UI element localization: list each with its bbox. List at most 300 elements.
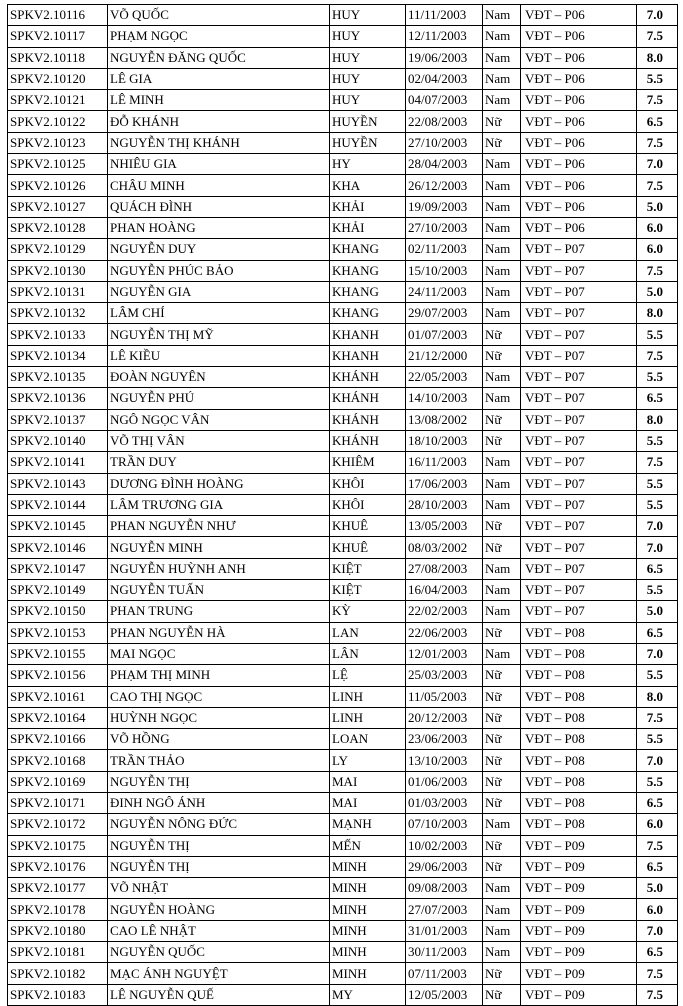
surname-cell: PHAN HOÀNG — [108, 217, 330, 238]
birth-date-cell: 18/10/2003 — [406, 430, 483, 451]
surname-cell: PHẠM THỊ MINH — [108, 665, 330, 686]
score-cell: 5.0 — [637, 196, 678, 217]
gender-cell: Nữ — [483, 963, 521, 984]
birth-date-cell: 28/04/2003 — [406, 154, 483, 175]
student-id-cell: SPKV2.10143 — [8, 473, 108, 494]
score-cell: 5.5 — [637, 430, 678, 451]
gender-cell: Nam — [483, 175, 521, 196]
surname-cell: LÊ NGUYỄN QUẾ — [108, 984, 330, 1005]
class-cell: VĐT – P07 — [521, 516, 637, 537]
student-id-cell: SPKV2.10121 — [8, 90, 108, 111]
surname-cell: NGUYỄN QUỐC — [108, 942, 330, 963]
surname-cell: DƯƠNG ĐÌNH HOÀNG — [108, 473, 330, 494]
score-cell: 6.5 — [637, 622, 678, 643]
given-name-cell: KHÁNH — [330, 388, 406, 409]
score-cell: 7.5 — [637, 90, 678, 111]
given-name-cell: MINH — [330, 856, 406, 877]
student-id-cell: SPKV2.10122 — [8, 111, 108, 132]
given-name-cell: LOAN — [330, 729, 406, 750]
class-cell: VĐT – P07 — [521, 388, 637, 409]
score-cell: 7.5 — [637, 260, 678, 281]
birth-date-cell: 13/10/2003 — [406, 750, 483, 771]
surname-cell: NGUYỄN THỊ KHÁNH — [108, 132, 330, 153]
gender-cell: Nam — [483, 5, 521, 26]
class-cell: VĐT – P07 — [521, 345, 637, 366]
given-name-cell: HUY — [330, 26, 406, 47]
student-score-table — [7, 4, 678, 1006]
student-id-cell: SPKV2.10181 — [8, 942, 108, 963]
given-name-cell: LÂN — [330, 643, 406, 664]
class-cell: VĐT – P06 — [521, 68, 637, 89]
student-id-cell: SPKV2.10146 — [8, 537, 108, 558]
given-name-cell: LAN — [330, 622, 406, 643]
gender-cell: Nữ — [483, 537, 521, 558]
table-row — [8, 942, 678, 963]
surname-cell: NGUYỄN THỊ MỸ — [108, 324, 330, 345]
class-cell: VĐT – P08 — [521, 792, 637, 813]
score-cell: 5.5 — [637, 473, 678, 494]
class-cell: VĐT – P07 — [521, 260, 637, 281]
gender-cell: Nam — [483, 26, 521, 47]
birth-date-cell: 09/08/2003 — [406, 878, 483, 899]
student-id-cell: SPKV2.10164 — [8, 707, 108, 728]
student-id-cell: SPKV2.10137 — [8, 409, 108, 430]
gender-cell: Nam — [483, 580, 521, 601]
gender-cell: Nữ — [483, 686, 521, 707]
class-cell: VĐT – P07 — [521, 239, 637, 260]
student-id-cell: SPKV2.10136 — [8, 388, 108, 409]
score-cell: 5.5 — [637, 665, 678, 686]
student-id-cell: SPKV2.10128 — [8, 217, 108, 238]
table-row — [8, 622, 678, 643]
score-cell: 7.0 — [637, 516, 678, 537]
class-cell: VĐT – P09 — [521, 899, 637, 920]
surname-cell: NGUYỄN THỊ — [108, 771, 330, 792]
given-name-cell: KHÔI — [330, 473, 406, 494]
table-row — [8, 516, 678, 537]
class-cell: VĐT – P09 — [521, 835, 637, 856]
student-id-cell: SPKV2.10141 — [8, 452, 108, 473]
surname-cell: VÕ THỊ VÂN — [108, 430, 330, 451]
score-cell: 7.5 — [637, 132, 678, 153]
table-row — [8, 984, 678, 1005]
class-cell: VĐT – P06 — [521, 47, 637, 68]
score-cell: 7.5 — [637, 175, 678, 196]
table-row — [8, 920, 678, 941]
gender-cell: Nam — [483, 942, 521, 963]
score-cell: 6.5 — [637, 942, 678, 963]
given-name-cell: KHA — [330, 175, 406, 196]
gender-cell: Nam — [483, 154, 521, 175]
gender-cell: Nam — [483, 90, 521, 111]
birth-date-cell: 14/10/2003 — [406, 388, 483, 409]
given-name-cell: MINH — [330, 963, 406, 984]
class-cell: VĐT – P09 — [521, 942, 637, 963]
student-id-cell: SPKV2.10147 — [8, 558, 108, 579]
birth-date-cell: 19/09/2003 — [406, 196, 483, 217]
gender-cell: Nam — [483, 281, 521, 302]
score-cell: 5.5 — [637, 494, 678, 515]
class-cell: VĐT – P06 — [521, 111, 637, 132]
score-cell: 5.0 — [637, 601, 678, 622]
class-cell: VĐT – P06 — [521, 132, 637, 153]
gender-cell: Nam — [483, 558, 521, 579]
given-name-cell: KHUÊ — [330, 516, 406, 537]
surname-cell: QUÁCH ĐÌNH — [108, 196, 330, 217]
birth-date-cell: 20/12/2003 — [406, 707, 483, 728]
student-id-cell: SPKV2.10176 — [8, 856, 108, 877]
given-name-cell: MINH — [330, 878, 406, 899]
table-row — [8, 665, 678, 686]
birth-date-cell: 17/06/2003 — [406, 473, 483, 494]
surname-cell: ĐINH NGÔ ÁNH — [108, 792, 330, 813]
surname-cell: LÊ KIỀU — [108, 345, 330, 366]
given-name-cell: KHẢI — [330, 217, 406, 238]
birth-date-cell: 27/08/2003 — [406, 558, 483, 579]
score-cell: 6.5 — [637, 558, 678, 579]
gender-cell: Nam — [483, 47, 521, 68]
student-id-cell: SPKV2.10130 — [8, 260, 108, 281]
surname-cell: CAO THỊ NGỌC — [108, 686, 330, 707]
class-cell: VĐT – P06 — [521, 5, 637, 26]
score-cell: 6.5 — [637, 792, 678, 813]
birth-date-cell: 07/10/2003 — [406, 814, 483, 835]
birth-date-cell: 04/07/2003 — [406, 90, 483, 111]
score-cell: 7.0 — [637, 5, 678, 26]
class-cell: VĐT – P07 — [521, 537, 637, 558]
surname-cell: NGUYỄN TUẤN — [108, 580, 330, 601]
table-row — [8, 367, 678, 388]
score-cell: 5.5 — [637, 367, 678, 388]
gender-cell: Nữ — [483, 984, 521, 1005]
student-id-cell: SPKV2.10127 — [8, 196, 108, 217]
table-row — [8, 686, 678, 707]
score-cell: 5.5 — [637, 324, 678, 345]
birth-date-cell: 23/06/2003 — [406, 729, 483, 750]
birth-date-cell: 11/05/2003 — [406, 686, 483, 707]
surname-cell: NGUYỄN DUY — [108, 239, 330, 260]
birth-date-cell: 29/06/2003 — [406, 856, 483, 877]
birth-date-cell: 22/06/2003 — [406, 622, 483, 643]
table-row — [8, 324, 678, 345]
birth-date-cell: 12/05/2003 — [406, 984, 483, 1005]
surname-cell: HUỲNH NGỌC — [108, 707, 330, 728]
birth-date-cell: 22/02/2003 — [406, 601, 483, 622]
student-id-cell: SPKV2.10150 — [8, 601, 108, 622]
surname-cell: PHẠM NGỌC — [108, 26, 330, 47]
birth-date-cell: 02/11/2003 — [406, 239, 483, 260]
surname-cell: TRẦN DUY — [108, 452, 330, 473]
student-id-cell: SPKV2.10168 — [8, 750, 108, 771]
given-name-cell: HUY — [330, 5, 406, 26]
surname-cell: NGÔ NGỌC VÂN — [108, 409, 330, 430]
table-row — [8, 558, 678, 579]
gender-cell: Nữ — [483, 665, 521, 686]
student-id-cell: SPKV2.10123 — [8, 132, 108, 153]
class-cell: VĐT – P08 — [521, 707, 637, 728]
surname-cell: PHAN TRUNG — [108, 601, 330, 622]
score-cell: 6.5 — [637, 111, 678, 132]
gender-cell: Nữ — [483, 345, 521, 366]
given-name-cell: HUY — [330, 47, 406, 68]
student-id-cell: SPKV2.10129 — [8, 239, 108, 260]
table-row — [8, 494, 678, 515]
class-cell: VĐT – P08 — [521, 622, 637, 643]
score-cell: 7.0 — [637, 750, 678, 771]
surname-cell: MAI NGỌC — [108, 643, 330, 664]
gender-cell: Nữ — [483, 750, 521, 771]
birth-date-cell: 30/11/2003 — [406, 942, 483, 963]
score-cell: 6.5 — [637, 856, 678, 877]
gender-cell: Nữ — [483, 132, 521, 153]
birth-date-cell: 10/02/2003 — [406, 835, 483, 856]
score-cell: 8.0 — [637, 47, 678, 68]
surname-cell: VÕ QUỐC — [108, 5, 330, 26]
surname-cell: CAO LÊ NHẬT — [108, 920, 330, 941]
birth-date-cell: 07/11/2003 — [406, 963, 483, 984]
given-name-cell: LỆ — [330, 665, 406, 686]
birth-date-cell: 13/08/2002 — [406, 409, 483, 430]
class-cell: VĐT – P07 — [521, 430, 637, 451]
birth-date-cell: 27/07/2003 — [406, 899, 483, 920]
given-name-cell: KHANH — [330, 345, 406, 366]
given-name-cell: KHÔI — [330, 494, 406, 515]
class-cell: VĐT – P07 — [521, 473, 637, 494]
table-row — [8, 430, 678, 451]
class-cell: VĐT – P08 — [521, 686, 637, 707]
score-cell: 7.5 — [637, 835, 678, 856]
given-name-cell: KHANG — [330, 260, 406, 281]
class-cell: VĐT – P09 — [521, 920, 637, 941]
class-cell: VĐT – P06 — [521, 90, 637, 111]
table-row — [8, 601, 678, 622]
score-cell: 7.0 — [637, 154, 678, 175]
gender-cell: Nam — [483, 367, 521, 388]
class-cell: VĐT – P08 — [521, 771, 637, 792]
table-row — [8, 878, 678, 899]
gender-cell: Nam — [483, 388, 521, 409]
birth-date-cell: 28/10/2003 — [406, 494, 483, 515]
score-cell: 5.0 — [637, 878, 678, 899]
surname-cell: LÂM CHÍ — [108, 303, 330, 324]
student-id-cell: SPKV2.10161 — [8, 686, 108, 707]
class-cell: VĐT – P07 — [521, 580, 637, 601]
score-cell: 8.0 — [637, 303, 678, 324]
given-name-cell: MẠNH — [330, 814, 406, 835]
table-row — [8, 388, 678, 409]
gender-cell: Nam — [483, 920, 521, 941]
student-id-cell: SPKV2.10131 — [8, 281, 108, 302]
score-cell: 6.0 — [637, 239, 678, 260]
table-row — [8, 835, 678, 856]
table-row — [8, 260, 678, 281]
student-id-cell: SPKV2.10140 — [8, 430, 108, 451]
gender-cell: Nam — [483, 643, 521, 664]
table-row — [8, 303, 678, 324]
table-body — [8, 5, 678, 1006]
surname-cell: LÂM TRƯƠNG GIA — [108, 494, 330, 515]
class-cell: VĐT – P07 — [521, 281, 637, 302]
surname-cell: NGUYỄN GIA — [108, 281, 330, 302]
gender-cell: Nữ — [483, 729, 521, 750]
given-name-cell: KHANG — [330, 303, 406, 324]
surname-cell: TRẦN THẢO — [108, 750, 330, 771]
table-row — [8, 90, 678, 111]
score-cell: 5.5 — [637, 68, 678, 89]
student-id-cell: SPKV2.10153 — [8, 622, 108, 643]
table-row — [8, 580, 678, 601]
table-row — [8, 963, 678, 984]
table-row — [8, 345, 678, 366]
birth-date-cell: 12/01/2003 — [406, 643, 483, 664]
score-cell: 5.0 — [637, 281, 678, 302]
given-name-cell: KHIÊM — [330, 452, 406, 473]
surname-cell: NGUYỄN MINH — [108, 537, 330, 558]
table-row — [8, 68, 678, 89]
birth-date-cell: 13/05/2003 — [406, 516, 483, 537]
class-cell: VĐT – P07 — [521, 303, 637, 324]
birth-date-cell: 11/11/2003 — [406, 5, 483, 26]
table-row — [8, 792, 678, 813]
birth-date-cell: 01/07/2003 — [406, 324, 483, 345]
score-cell: 5.5 — [637, 580, 678, 601]
class-cell: VĐT – P07 — [521, 367, 637, 388]
student-id-cell: SPKV2.10149 — [8, 580, 108, 601]
given-name-cell: KIỆT — [330, 558, 406, 579]
gender-cell: Nam — [483, 494, 521, 515]
student-id-cell: SPKV2.10178 — [8, 899, 108, 920]
surname-cell: LÊ GIA — [108, 68, 330, 89]
surname-cell: NGUYỄN THỊ — [108, 835, 330, 856]
given-name-cell: HUYỀN — [330, 111, 406, 132]
student-id-cell: SPKV2.10175 — [8, 835, 108, 856]
table-row — [8, 217, 678, 238]
surname-cell: NGUYỄN NÔNG ĐỨC — [108, 814, 330, 835]
birth-date-cell: 16/04/2003 — [406, 580, 483, 601]
score-cell: 7.0 — [637, 643, 678, 664]
table-row — [8, 281, 678, 302]
gender-cell: Nam — [483, 217, 521, 238]
class-cell: VĐT – P09 — [521, 856, 637, 877]
gender-cell: Nam — [483, 473, 521, 494]
given-name-cell: KỲ — [330, 601, 406, 622]
table-row — [8, 196, 678, 217]
score-cell: 7.5 — [637, 452, 678, 473]
given-name-cell: LY — [330, 750, 406, 771]
table-row — [8, 473, 678, 494]
score-cell: 5.5 — [637, 771, 678, 792]
class-cell: VĐT – P06 — [521, 26, 637, 47]
class-cell: VĐT – P09 — [521, 984, 637, 1005]
gender-cell: Nam — [483, 878, 521, 899]
surname-cell: NGUYỄN HOÀNG — [108, 899, 330, 920]
score-cell: 7.0 — [637, 920, 678, 941]
given-name-cell: MAI — [330, 771, 406, 792]
score-cell: 8.0 — [637, 686, 678, 707]
given-name-cell: LINH — [330, 686, 406, 707]
class-cell: VĐT – P07 — [521, 409, 637, 430]
surname-cell: ĐỖ KHÁNH — [108, 111, 330, 132]
birth-date-cell: 26/12/2003 — [406, 175, 483, 196]
given-name-cell: MẾN — [330, 835, 406, 856]
class-cell: VĐT – P07 — [521, 494, 637, 515]
surname-cell: MẠC ÁNH NGUYỆT — [108, 963, 330, 984]
score-cell: 6.0 — [637, 899, 678, 920]
table-row — [8, 409, 678, 430]
surname-cell: LÊ MINH — [108, 90, 330, 111]
score-cell: 7.5 — [637, 707, 678, 728]
surname-cell: NGUYỄN THỊ — [108, 856, 330, 877]
gender-cell: Nam — [483, 899, 521, 920]
student-id-cell: SPKV2.10116 — [8, 5, 108, 26]
birth-date-cell: 22/05/2003 — [406, 367, 483, 388]
class-cell: VĐT – P08 — [521, 750, 637, 771]
class-cell: VĐT – P09 — [521, 878, 637, 899]
gender-cell: Nam — [483, 814, 521, 835]
student-id-cell: SPKV2.10144 — [8, 494, 108, 515]
student-id-cell: SPKV2.10145 — [8, 516, 108, 537]
table-row — [8, 47, 678, 68]
birth-date-cell: 12/11/2003 — [406, 26, 483, 47]
given-name-cell: HUY — [330, 90, 406, 111]
birth-date-cell: 24/11/2003 — [406, 281, 483, 302]
student-id-cell: SPKV2.10177 — [8, 878, 108, 899]
student-id-cell: SPKV2.10133 — [8, 324, 108, 345]
surname-cell: NGUYỄN HUỲNH ANH — [108, 558, 330, 579]
given-name-cell: HUY — [330, 68, 406, 89]
class-cell: VĐT – P08 — [521, 814, 637, 835]
table-row — [8, 154, 678, 175]
class-cell: VĐT – P07 — [521, 452, 637, 473]
surname-cell: VÕ NHẬT — [108, 878, 330, 899]
gender-cell: Nữ — [483, 516, 521, 537]
score-cell: 7.5 — [637, 984, 678, 1005]
student-id-cell: SPKV2.10132 — [8, 303, 108, 324]
birth-date-cell: 08/03/2002 — [406, 537, 483, 558]
table-row — [8, 452, 678, 473]
birth-date-cell: 31/01/2003 — [406, 920, 483, 941]
table-row — [8, 729, 678, 750]
score-cell: 7.0 — [637, 537, 678, 558]
birth-date-cell: 01/06/2003 — [406, 771, 483, 792]
birth-date-cell: 16/11/2003 — [406, 452, 483, 473]
class-cell: VĐT – P07 — [521, 601, 637, 622]
surname-cell: ĐOÀN NGUYÊN — [108, 367, 330, 388]
birth-date-cell: 21/12/2000 — [406, 345, 483, 366]
student-id-cell: SPKV2.10118 — [8, 47, 108, 68]
gender-cell: Nam — [483, 303, 521, 324]
score-cell: 7.5 — [637, 26, 678, 47]
table-row — [8, 899, 678, 920]
gender-cell: Nữ — [483, 622, 521, 643]
given-name-cell: MY — [330, 984, 406, 1005]
class-cell: VĐT – P08 — [521, 665, 637, 686]
given-name-cell: LINH — [330, 707, 406, 728]
surname-cell: CHÂU MINH — [108, 175, 330, 196]
student-id-cell: SPKV2.10155 — [8, 643, 108, 664]
student-id-cell: SPKV2.10172 — [8, 814, 108, 835]
score-cell: 8.0 — [637, 409, 678, 430]
surname-cell: NHIÊU GIA — [108, 154, 330, 175]
given-name-cell: KHÁNH — [330, 367, 406, 388]
given-name-cell: KHÁNH — [330, 430, 406, 451]
student-id-cell: SPKV2.10166 — [8, 729, 108, 750]
class-cell: VĐT – P06 — [521, 175, 637, 196]
gender-cell: Nam — [483, 68, 521, 89]
birth-date-cell: 27/10/2003 — [406, 217, 483, 238]
gender-cell: Nữ — [483, 707, 521, 728]
given-name-cell: KIỆT — [330, 580, 406, 601]
